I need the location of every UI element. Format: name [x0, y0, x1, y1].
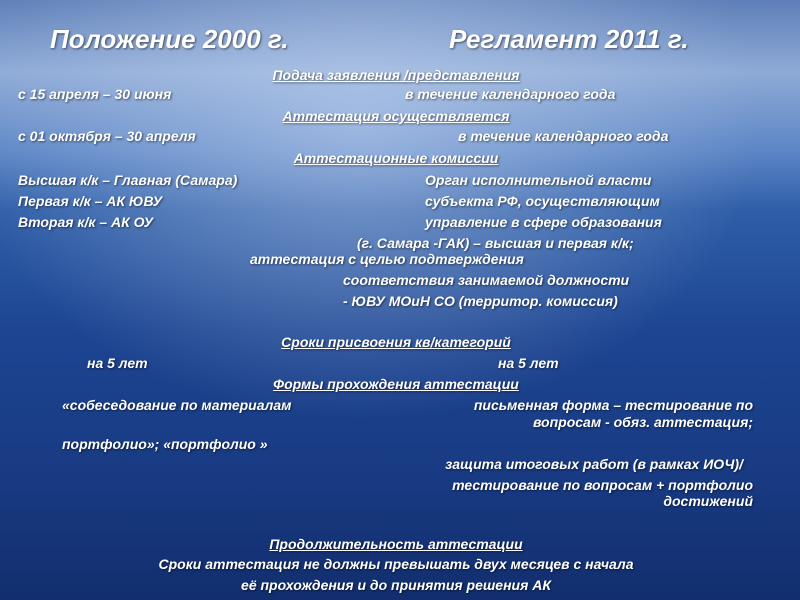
forms-2000-line-1: «собеседование по материалам: [62, 397, 292, 413]
commission-2011-line-1: Орган исполнительной власти: [425, 172, 652, 188]
category-term-2011: на 5 лет: [498, 355, 559, 371]
forms-2011-line-5: достижений: [663, 493, 753, 509]
duration-line-2: её прохождения и до принятия решения АК: [241, 577, 551, 593]
commission-2011-line-4: (г. Самара -ГАК) – высшая и первая к/к;: [357, 235, 634, 251]
application-period-2000: с 15 апреля – 30 июня: [18, 86, 172, 102]
commission-2011-line-5: аттестация с целью подтверждения: [250, 251, 524, 267]
commission-2000-line-3: Вторая к/к – АК ОУ: [18, 214, 154, 230]
commission-2011-line-3: управление в сфере образования: [425, 214, 662, 230]
commission-2000-line-1: Высшая к/к – Главная (Самара): [18, 172, 238, 188]
section-heading-commissions: Аттестационные комиссии: [293, 150, 499, 166]
commission-2011-line-7: - ЮВУ МОиН СО (территор. комиссия): [343, 293, 618, 309]
attestation-period-2011: в течение календарного года: [458, 128, 669, 144]
duration-line-1: Сроки аттестация не должны превышать двух месяцев с начала: [158, 556, 634, 572]
commission-2000-line-2: Первая к/к – АК ЮВУ: [18, 193, 163, 209]
commission-2011-line-2: субъекта РФ, осуществляющим: [425, 193, 660, 209]
forms-2011-line-2: вопросам - обяз. аттестация;: [532, 414, 753, 430]
section-heading-forms: Формы прохождения аттестации: [273, 376, 519, 392]
forms-2011-line-1: письменная форма – тестирование по: [473, 397, 753, 413]
left-title: Положение 2000 г.: [50, 24, 289, 54]
right-title: Регламент 2011 г.: [449, 24, 689, 54]
application-period-2011: в течение календарного года: [405, 86, 616, 102]
forms-2011-line-4: тестирование по вопросам + портфолио: [452, 477, 753, 493]
attestation-period-2000: с 01 октября – 30 апреля: [18, 128, 196, 144]
category-term-2000: на 5 лет: [87, 355, 148, 371]
section-heading-attestation-period: Аттестация осуществляется: [282, 108, 510, 124]
section-heading-application: Подача заявления /представления: [272, 67, 520, 83]
section-heading-duration: Продолжительность аттестации: [269, 536, 523, 552]
forms-2000-line-2: портфолио»; «портфолио »: [62, 436, 268, 452]
forms-2011-line-3: защита итоговых работ (в рамках ИОЧ)/: [445, 456, 743, 472]
section-heading-category-terms: Сроки присвоения кв/категорий: [281, 334, 511, 350]
commission-2011-line-6: соответствия занимаемой должности: [343, 272, 630, 288]
